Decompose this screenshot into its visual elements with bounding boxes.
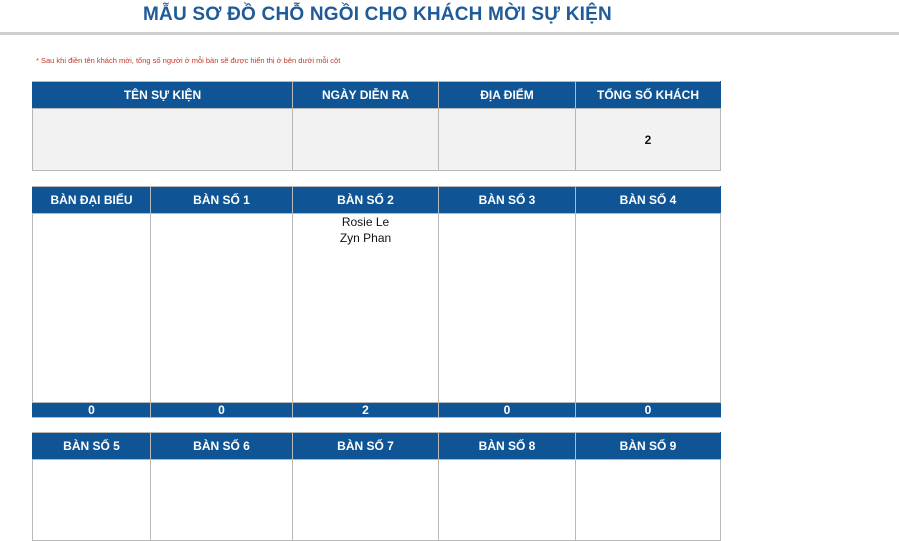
page-title: MẪU SƠ ĐỒ CHỖ NGỒI CHO KHÁCH MỜI SỰ KIỆN xyxy=(143,4,612,25)
table-header-vip: BÀN ĐẠI BIỂU xyxy=(33,187,151,214)
table-header-1: BÀN SỐ 1 xyxy=(151,187,293,214)
guest-count-vip: 0 xyxy=(33,403,151,418)
title-divider xyxy=(0,32,899,35)
event-location-header: ĐỊA ĐIỂM xyxy=(439,82,576,109)
event-total-guests-cell: 2 xyxy=(576,109,721,171)
event-name-header: TÊN SỰ KIỆN xyxy=(33,82,293,109)
guest-list-table-1[interactable] xyxy=(151,214,293,403)
guest-name[interactable]: Zyn Phan xyxy=(339,231,392,245)
event-date-header: NGÀY DIỄN RA xyxy=(293,82,439,109)
guest-list-table-2[interactable] xyxy=(293,214,439,403)
guest-list-table-4[interactable] xyxy=(576,214,721,403)
table-header-2: BÀN SỐ 2 xyxy=(293,187,439,214)
guest-list-table-9[interactable] xyxy=(576,460,721,541)
guest-list-table-5[interactable] xyxy=(33,460,151,541)
guest-count-table-3: 0 xyxy=(439,403,576,418)
guest-list-table-7[interactable] xyxy=(293,460,439,541)
table-header-8: BÀN SỐ 8 xyxy=(439,433,576,460)
guest-count-table-1: 0 xyxy=(151,403,293,418)
seating-table-row-1 xyxy=(32,186,721,418)
guest-count-table-2: 2 xyxy=(293,403,439,418)
table-header-7: BÀN SỐ 7 xyxy=(293,433,439,460)
seating-table-row-2 xyxy=(32,432,721,541)
guest-list-vip[interactable] xyxy=(33,214,151,403)
guest-name[interactable]: Rosie Le xyxy=(341,215,390,229)
event-info-table xyxy=(32,81,721,171)
guest-count-table-4: 0 xyxy=(576,403,721,418)
instruction-note: * Sau khi điền tên khách mời, tổng số người ở mỗi bàn sẽ được hiển thị ở bên dưới mỗi cột xyxy=(36,56,341,65)
event-name-cell[interactable] xyxy=(33,109,293,171)
guest-list-table-8[interactable] xyxy=(439,460,576,541)
guest-list-table-3[interactable] xyxy=(439,214,576,403)
event-date-cell[interactable] xyxy=(293,109,439,171)
table-header-3: BÀN SỐ 3 xyxy=(439,187,576,214)
table-header-6: BÀN SỐ 6 xyxy=(151,433,293,460)
table-header-4: BÀN SỐ 4 xyxy=(576,187,721,214)
table-header-5: BÀN SỐ 5 xyxy=(33,433,151,460)
table-header-9: BÀN SỐ 9 xyxy=(576,433,721,460)
guest-list-table-6[interactable] xyxy=(151,460,293,541)
event-total-guests-header: TỔNG SỐ KHÁCH xyxy=(576,82,721,109)
event-location-cell[interactable] xyxy=(439,109,576,171)
